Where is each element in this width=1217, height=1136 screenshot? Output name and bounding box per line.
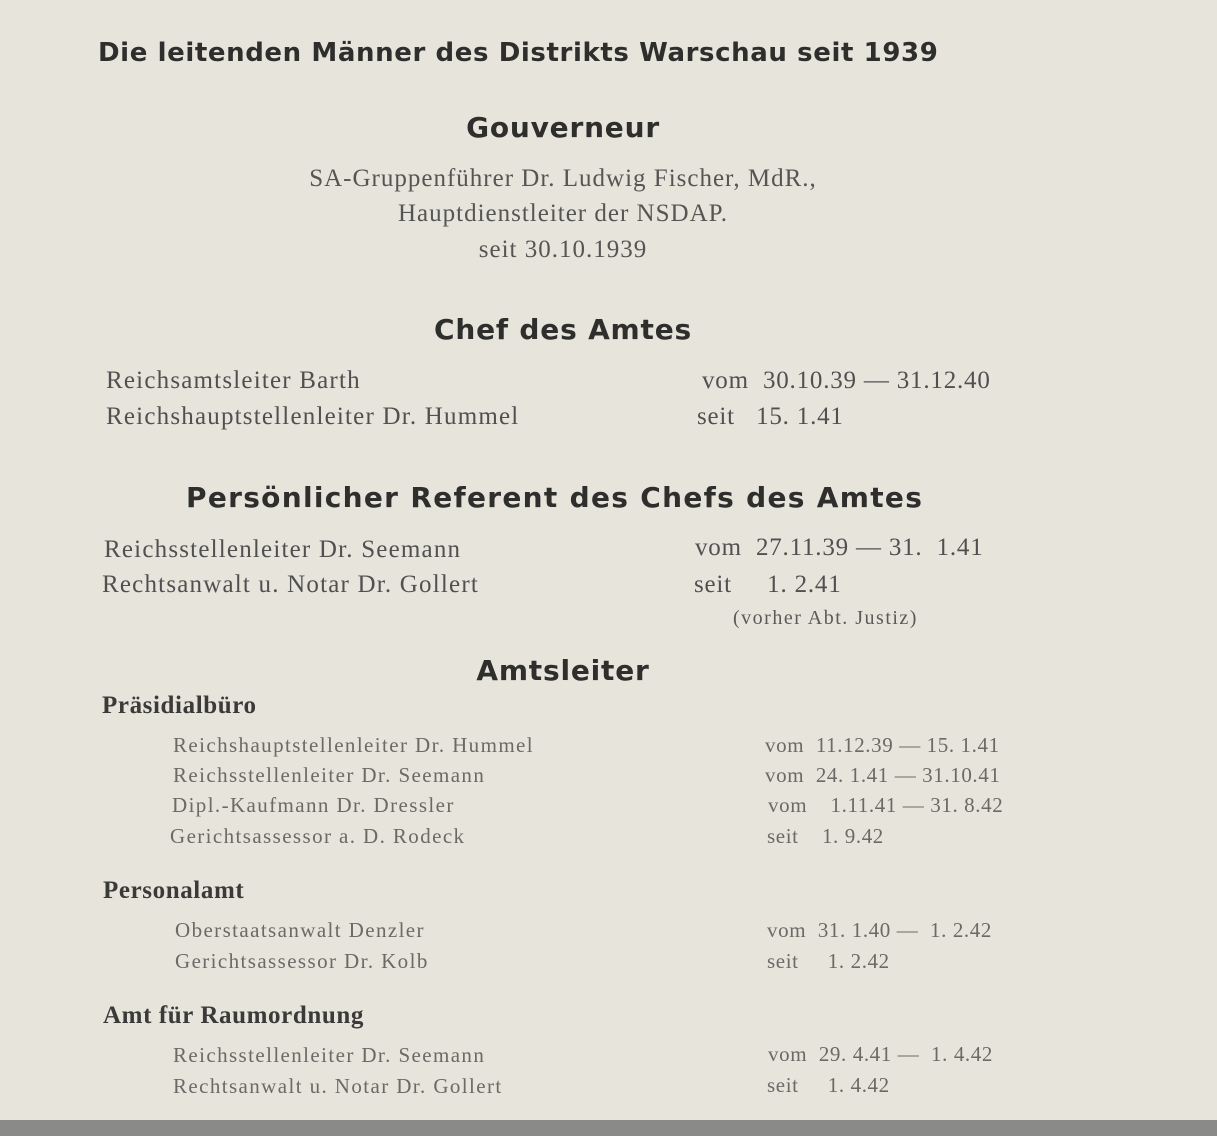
raumordnung-row-name: Rechtsanwalt u. Notar Dr. Gollert	[173, 1074, 503, 1098]
chef-row-name: Reichsamtsleiter Barth	[106, 367, 361, 394]
section-title-personalamt: Personalamt	[103, 877, 245, 904]
section-title-amt-fuer-raumordnung: Amt für Raumordnung	[103, 1002, 364, 1029]
referent-row-date: seit 1. 2.41	[694, 571, 842, 598]
praesidialbuero-row-name: Dipl.-Kaufmann Dr. Dressler	[172, 793, 455, 817]
heading-amtsleiter: Amtsleiter	[476, 654, 650, 687]
referent-row-name: Rechtsanwalt u. Notar Dr. Gollert	[102, 571, 480, 598]
praesidialbuero-row-name: Reichsstellenleiter Dr. Seemann	[173, 763, 486, 787]
referent-note: (vorher Abt. Justiz)	[733, 607, 918, 629]
heading-persoenlicher-referent: Persönlicher Referent des Chefs des Amtes	[186, 481, 924, 514]
referent-row-name: Reichsstellenleiter Dr. Seemann	[104, 536, 462, 563]
personalamt-row-name: Gerichtsassessor Dr. Kolb	[175, 949, 429, 973]
raumordnung-row-date: seit 1. 4.42	[767, 1073, 890, 1097]
personalamt-row-date: vom 31. 1.40 — 1. 2.42	[767, 918, 992, 942]
heading-chef-des-amtes: Chef des Amtes	[434, 313, 692, 346]
personalamt-row-date: seit 1. 2.42	[767, 949, 890, 973]
praesidialbuero-row-date: vom 1.11.41 — 31. 8.42	[768, 793, 1004, 817]
praesidialbuero-row-date: vom 24. 1.41 — 31.10.41	[765, 763, 1001, 787]
viewer-bottom-bar	[0, 1120, 1217, 1136]
praesidialbuero-row-date: vom 11.12.39 — 15. 1.41	[765, 733, 1000, 757]
gouverneur-line-2: Hauptdienstleiter der NSDAP.	[397, 200, 729, 227]
heading-gouverneur: Gouverneur	[466, 111, 660, 144]
chef-row-date: vom 30.10.39 — 31.12.40	[702, 367, 991, 394]
page-title: Die leitenden Männer des Distrikts Warschau seit 1939	[98, 38, 939, 68]
gouverneur-line-1: SA-Gruppenführer Dr. Ludwig Fischer, MdR.,	[309, 165, 817, 192]
raumordnung-row-date: vom 29. 4.41 — 1. 4.42	[768, 1042, 993, 1066]
praesidialbuero-row-name: Reichshauptstellenleiter Dr. Hummel	[173, 733, 535, 757]
chef-row-name: Reichshauptstellenleiter Dr. Hummel	[106, 403, 520, 430]
raumordnung-row-name: Reichsstellenleiter Dr. Seemann	[173, 1043, 486, 1067]
praesidialbuero-row-name: Gerichtsassessor a. D. Rodeck	[170, 824, 466, 848]
personalamt-row-name: Oberstaatsanwalt Denzler	[175, 918, 425, 942]
praesidialbuero-row-date: seit 1. 9.42	[767, 824, 884, 848]
referent-row-date: vom 27.11.39 — 31. 1.41	[695, 534, 984, 561]
chef-row-date: seit 15. 1.41	[697, 403, 844, 430]
section-title-praesidialbuero: Präsidialbüro	[102, 692, 257, 719]
gouverneur-line-3: seit 30.10.1939	[478, 236, 648, 263]
